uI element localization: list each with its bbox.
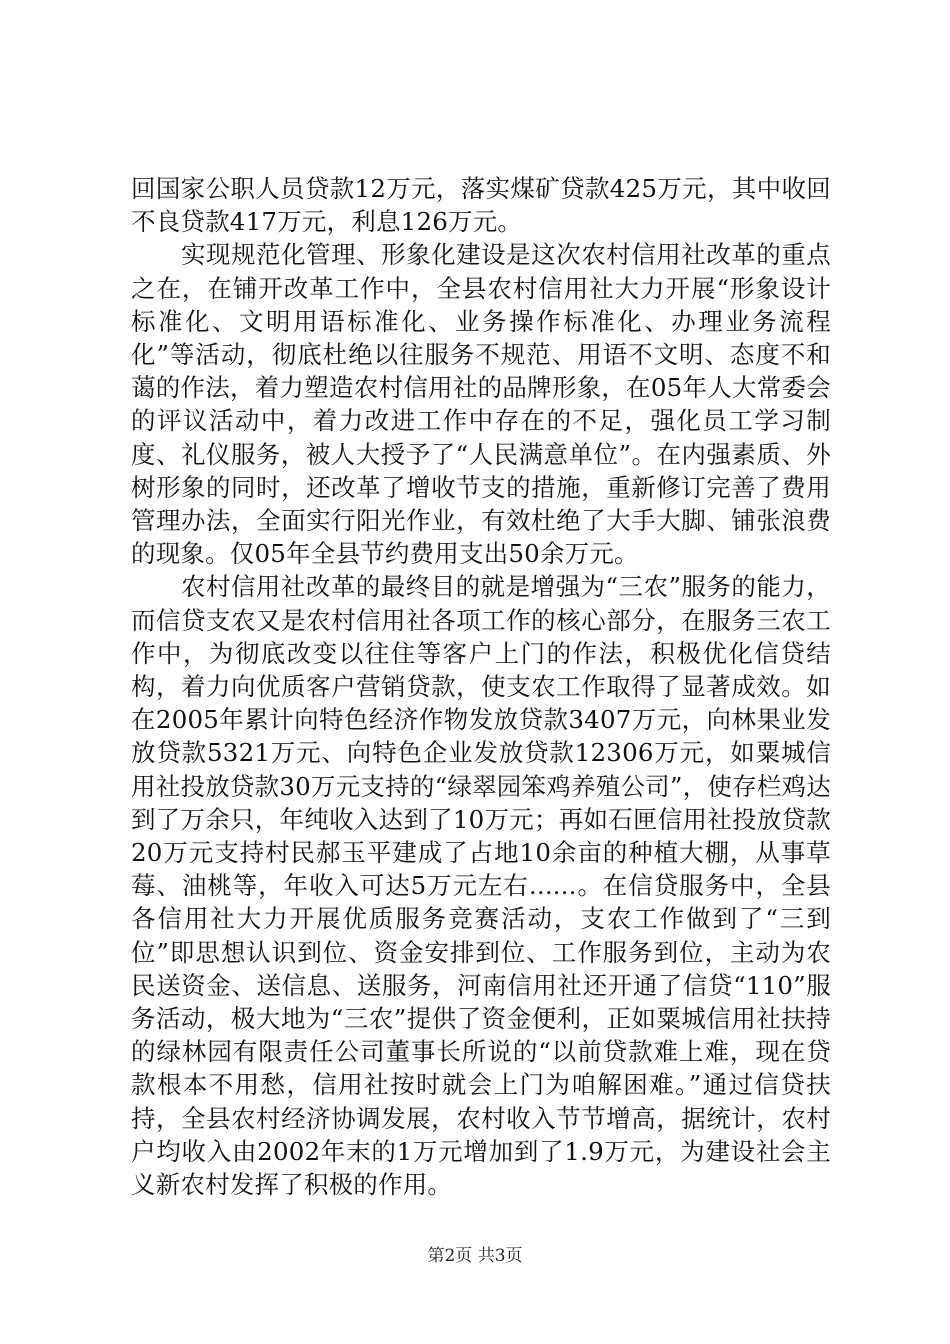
paragraph-agricultural-credit: 农村信用社改革的最终目的就是增强为“三农”服务的能力，而信贷支农又是农村信用社各项工作的核心部分，在服务三农工作中，为彻底改变以往住等客户上门的作法，积极优化信贷结构，着力向优质客户营销贷款，使支农工作取得了显著成效。如在2005年累计向特色经济作物发放贷款3407万元，向林果业发放贷款5321万元、向特色企业发放贷款12306万元，如粟城信用社投放贷款30万元支持的“绿翠园笨鸡养殖公司”，使存栏鸡达到了万余只，年纯收入达到了10万元；再如石匣信用社投放贷款20万元支持村民郝玉平建成了占地10余亩的种植大棚，从事草莓、油桃等，年收入可达5万元左右......。在信贷服务中，全县各信用社大力开展优质服务竞赛活动，支农工作做到了“三到位”即思想认识到位、资金安排到位、工作服务到位，主动为农民送资金、送信息、送服务，河南信用社还开通了信贷“110”服务活动，极大地为“三农”提供了资金便利，正如粟城信用社扶持的绿林园有限责任公司董事长所说的“以前贷款难上难，现在贷款根本不用愁，信用社按时就会上门为咱解困难。”通过信贷扶持，全县农村经济协调发展，农村收入节节增高，据统计，农村户均收入由2002年末的1万元增加到了1.9万元，为建设社会主义新农村发挥了积极的作用。 [131, 572, 831, 1200]
page-number-footer: 第2页 共3页 [427, 1246, 523, 1266]
paragraph-standardized-management: 实现规范化管理、形象化建设是这次农村信用社改革的重点之在，在铺开改革工作中，全县农村信用社大力开展“形象设计标准化、文明用语标准化、业务操作标准化、办理业务流程化”等活动，彻底杜绝以往服务不规范、用语不文明、态度不和蔼的作法，着力塑造农村信用社的品牌形象，在05年人大常委会的评议活动中，着力改进工作中存在的不足，强化员工学习制度、礼仪服务，被人大授予了“人民满意单位”。在内强素质、外树形象的同时，还改革了增收节支的措施，重新修订完善了费用管理办法，全面实行阳光作业，有效杜绝了大手大脚、铺张浪费的现象。仅05年全县节约费用支出50余万元。 [131, 240, 831, 569]
document-body [131, 172, 831, 1201]
paragraph-continuation: 回国家公职人员贷款12万元，落实煤矿贷款425万元，其中收回不良贷款417万元，利息126万元。 [131, 174, 831, 237]
